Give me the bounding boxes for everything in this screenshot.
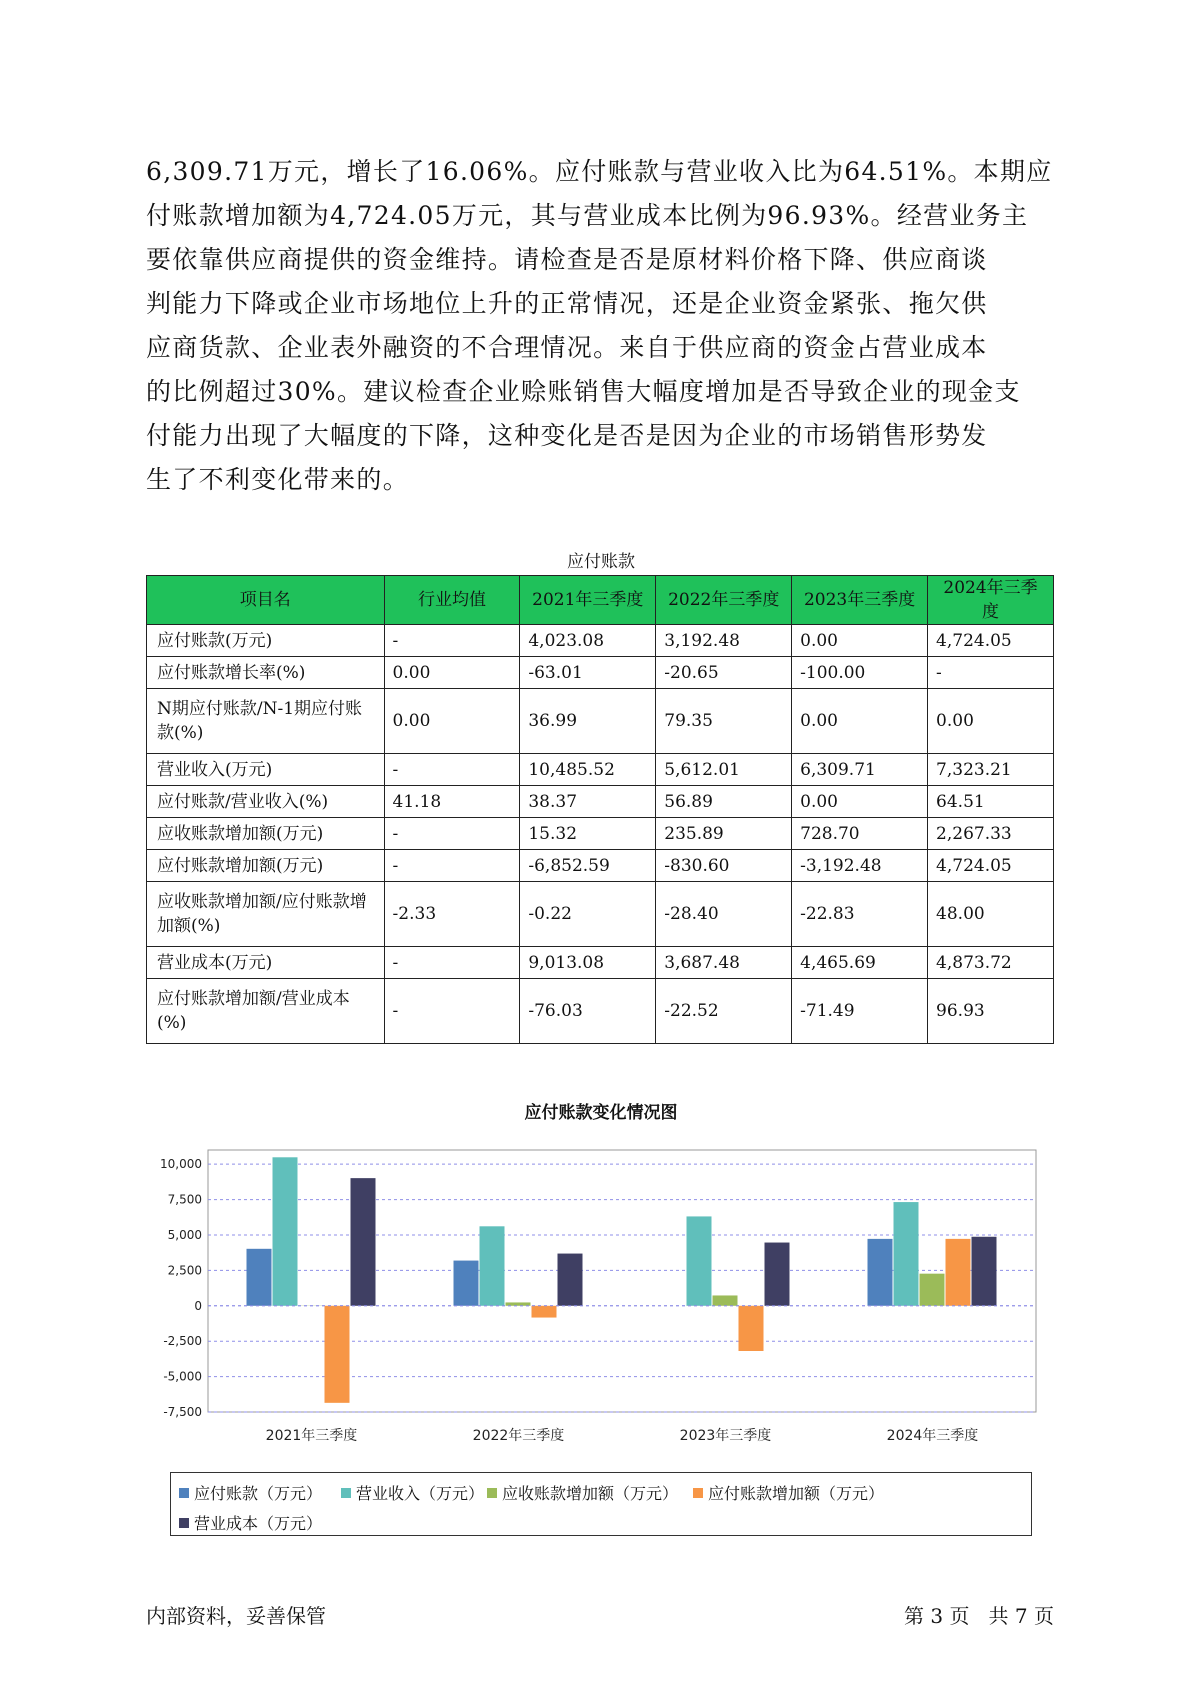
paragraph-line: 要依靠供应商提供的资金维持。请检查是否是原材料价格下降、供应商谈 [146, 245, 988, 274]
table-row [147, 818, 1054, 850]
y-tick-label: -7,500 [163, 1405, 202, 1419]
table-cell: 56.89 [656, 786, 792, 818]
paragraph-line: 生了不利变化带来的。 [146, 465, 410, 494]
table-cell: 4,023.08 [520, 625, 656, 657]
bar [558, 1254, 583, 1306]
x-tick-label: 2021年三季度 [265, 1428, 358, 1444]
table-cell: 36.99 [520, 689, 656, 754]
bar [713, 1295, 738, 1305]
table-cell: -22.83 [792, 882, 928, 947]
table-cell: 41.18 [384, 786, 520, 818]
table-cell: - [384, 625, 520, 657]
table-cell: 7,323.21 [928, 754, 1054, 786]
table-cell: 5,612.01 [656, 754, 792, 786]
paragraph-line: 的比例超过30%。建议检查企业赊账销售大幅度增加是否导致企业的现金支 [146, 377, 1021, 406]
table-cell: - [384, 979, 520, 1044]
paragraph-line: 判能力下降或企业市场地位上升的正常情况，还是企业资金紧张、拖欠供 [146, 289, 988, 318]
bar [273, 1157, 298, 1305]
legend-label: 应付账款（万元） [194, 1484, 323, 1503]
row-label: 应付账款增加额/营业成本(%) [147, 979, 385, 1044]
bar [532, 1306, 557, 1318]
table-row [147, 882, 1054, 947]
table-cell: - [384, 818, 520, 850]
bar [351, 1178, 376, 1306]
table-row [147, 786, 1054, 818]
y-tick-label: 2,500 [167, 1263, 202, 1278]
row-label: N期应付账款/N-1期应付账款(%) [147, 689, 385, 754]
table-header-cell: 项目名 [147, 576, 385, 625]
footer-confidential-note: 内部资料，妥善保管 [146, 1604, 326, 1628]
table-cell: 48.00 [928, 882, 1054, 947]
row-label: 应付账款增加额(万元) [147, 850, 385, 882]
legend-label: 应付账款增加额（万元） [708, 1484, 885, 1503]
bar [920, 1274, 945, 1306]
paragraph-line: 付能力出现了大幅度的下降，这种变化是否是因为企业的市场销售形势发 [146, 421, 988, 450]
table-cell: -830.60 [656, 850, 792, 882]
table-cell: 64.51 [928, 786, 1054, 818]
legend-item [179, 1481, 322, 1504]
bar [687, 1216, 712, 1305]
table-cell: - [384, 947, 520, 979]
table-cell: 9,013.08 [520, 947, 656, 979]
table-row [147, 657, 1054, 689]
legend-item [179, 1511, 322, 1534]
bar [972, 1237, 997, 1306]
table-row [147, 625, 1054, 657]
bar [894, 1202, 919, 1306]
row-label: 应付账款/营业收入(%) [147, 786, 385, 818]
y-tick-label: 7,500 [167, 1192, 202, 1207]
legend-item [487, 1481, 678, 1504]
table-cell: 0.00 [792, 625, 928, 657]
table-caption: 应付账款 [567, 552, 635, 572]
legend-swatch [487, 1488, 497, 1498]
table-cell: 728.70 [792, 818, 928, 850]
table-cell: 4,724.05 [928, 850, 1054, 882]
table-cell: - [384, 754, 520, 786]
x-tick-label: 2022年三季度 [472, 1428, 565, 1444]
bar [325, 1306, 350, 1403]
y-tick-label: 10,000 [160, 1157, 202, 1172]
bar [739, 1306, 764, 1351]
table-header-cell: 2024年三季度 [928, 576, 1054, 625]
table-cell: -2.33 [384, 882, 520, 947]
table-cell: 0.00 [384, 689, 520, 754]
row-label: 应收账款增加额(万元) [147, 818, 385, 850]
bar [765, 1243, 790, 1306]
bar [506, 1302, 531, 1305]
legend-swatch [179, 1488, 189, 1498]
y-tick-label: -5,000 [163, 1369, 202, 1384]
table-cell: 3,687.48 [656, 947, 792, 979]
legend-label: 应收账款增加额（万元） [502, 1484, 679, 1503]
row-label: 营业收入(万元) [147, 754, 385, 786]
table-cell: 6,309.71 [792, 754, 928, 786]
row-label: 应付账款(万元) [147, 625, 385, 657]
table-cell: -0.22 [520, 882, 656, 947]
x-tick-label: 2023年三季度 [679, 1428, 772, 1444]
table-cell: -6,852.59 [520, 850, 656, 882]
table-row [147, 689, 1054, 754]
row-label: 应付账款增长率(%) [147, 657, 385, 689]
table-cell: 10,485.52 [520, 754, 656, 786]
table-cell: 235.89 [656, 818, 792, 850]
table-cell: 4,873.72 [928, 947, 1054, 979]
table-cell: 3,192.48 [656, 625, 792, 657]
table-cell: 0.00 [384, 657, 520, 689]
y-tick-label: 0 [194, 1298, 202, 1313]
table-cell: 0.00 [792, 689, 928, 754]
bar [946, 1239, 971, 1306]
legend-item [341, 1481, 484, 1504]
legend-swatch [341, 1488, 351, 1498]
legend-label: 营业收入（万元） [356, 1484, 485, 1503]
table-header-cell: 行业均值 [384, 576, 520, 625]
legend-label: 营业成本（万元） [194, 1514, 323, 1533]
table-row [147, 979, 1054, 1044]
paragraph-line: 付账款增加额为4,724.05万元，其与营业成本比例为96.93%。经营业务主 [146, 201, 1029, 230]
table-cell: -71.49 [792, 979, 928, 1044]
legend-swatch [693, 1488, 703, 1498]
table-cell: -76.03 [520, 979, 656, 1044]
chart-title: 应付账款变化情况图 [524, 1103, 678, 1123]
table-header-row [147, 576, 1054, 625]
table-row [147, 850, 1054, 882]
x-tick-label: 2024年三季度 [886, 1428, 979, 1444]
table-cell: 79.35 [656, 689, 792, 754]
row-label: 应收账款增加额/应付账款增加额(%) [147, 882, 385, 947]
table-header-cell: 2021年三季度 [520, 576, 656, 625]
table-row [147, 947, 1054, 979]
table-cell: -20.65 [656, 657, 792, 689]
bar [247, 1249, 272, 1306]
paragraph-line: 应商货款、企业表外融资的不合理情况。来自于供应商的资金占营业成本 [146, 333, 988, 362]
table-cell: -3,192.48 [792, 850, 928, 882]
table-cell: -28.40 [656, 882, 792, 947]
table-cell: 96.93 [928, 979, 1054, 1044]
bar [454, 1261, 479, 1306]
row-label: 营业成本(万元) [147, 947, 385, 979]
table-cell: 2,267.33 [928, 818, 1054, 850]
legend-item [693, 1481, 884, 1504]
bar [480, 1226, 505, 1305]
table-cell: 38.37 [520, 786, 656, 818]
chart-legend [170, 1472, 1032, 1536]
table-cell: -63.01 [520, 657, 656, 689]
footer-page-number: 第 3 页 共 7 页 [904, 1604, 1054, 1628]
body-paragraph [146, 150, 1056, 502]
table-row [147, 754, 1054, 786]
payables-bar-chart [146, 1130, 1056, 1470]
table-cell: 4,465.69 [792, 947, 928, 979]
table-cell: 15.32 [520, 818, 656, 850]
y-tick-label: 5,000 [167, 1227, 202, 1242]
table-cell: - [928, 657, 1054, 689]
bar [868, 1239, 893, 1306]
table-cell: -22.52 [656, 979, 792, 1044]
table-cell: 4,724.05 [928, 625, 1054, 657]
table-cell: - [384, 850, 520, 882]
table-header-cell: 2023年三季度 [792, 576, 928, 625]
table-cell: 0.00 [928, 689, 1054, 754]
paragraph-line: 6,309.71万元，增长了16.06%。应付账款与营业收入比为64.51%。本期应 [146, 157, 1053, 186]
y-tick-label: -2,500 [163, 1334, 202, 1349]
payables-table [146, 575, 1054, 1044]
table-cell: 0.00 [792, 786, 928, 818]
table-cell: -100.00 [792, 657, 928, 689]
table-header-cell: 2022年三季度 [656, 576, 792, 625]
legend-swatch [179, 1518, 189, 1528]
